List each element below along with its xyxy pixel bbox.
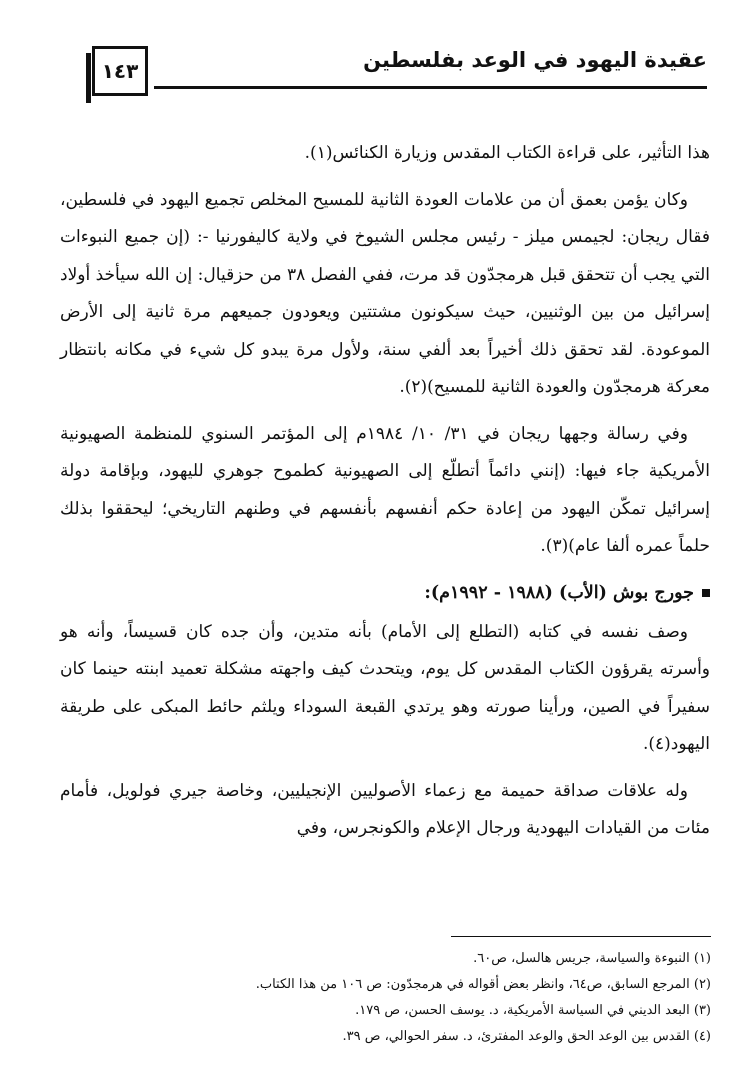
footnote-3: (٣) البعد الديني في السياسة الأمريكية، د. يوسف الحسن، ص ١٧٩. — [355, 1003, 711, 1018]
footnotes — [51, 946, 711, 1050]
paragraph-5: وله علاقات صداقة حميمة مع زعماء الأصوليين الإنجيليين، وخاصة جيري فولويل، فأمام مئات من القيادات اليهودية ورجال الإعلام والكونجرس، وفي — [60, 780, 710, 838]
main-text — [60, 135, 710, 848]
paragraph-4: وصف نفسه في كتابه (التطلع إلى الأمام) بأنه متدين، وأن جده كان قسيساً، وأنه هو وأسرته يقرؤون الكتاب المقدس كل يوم، ويتحدث كيف واجهته مشكلة تعميد ابنته حينما كان سفيراً في الصين، ورأينا صورته وهو يرتدي القبعة السوداء ويلثم حائط المبكى على طريقة اليهود(٤). — [60, 621, 710, 754]
square-bullet-icon — [702, 589, 710, 597]
paragraph-2: وكان يؤمن بعمق أن من علامات العودة الثانية للمسيح المخلص تجميع اليهود في فلسطين، فقال ريجان: لجيمس ميلز - رئيس مجلس الشيوخ في ولاية كاليفورنيا -: (إن جميع النبوءات التي يجب أن تتحقق قبل هرمجدّون قد مرت، ففي الفصل ٣٨ من حزقيال: إن الله سيأخذ أولاد إسرائيل من بين الوثنيين، حيث سيكونون مشتتين ويعودون جميعهم مرة ثانية إلى الأرض الموعودة. لقد تحقق ذلك أخيراً بعد ألفي سنة، ولأول مرة يبدو كل شيء في مكانه بانتظار معركة هرمجدّون والعودة الثانية للمسيح)(٢). — [60, 189, 710, 397]
paragraph-1: هذا التأثير، على قراءة الكتاب المقدس وزيارة الكنائس(١). — [304, 143, 710, 163]
paragraph-3: وفي رسالة وجهها ريجان في ٣١/ ١٠/ ١٩٨٤م إلى المؤتمر السنوي للمنظمة الصهيونية الأمريكية جاء فيها: (إنني دائماً أتطلّع إلى الصهيونية كطموح جوهري لليهود، وبإقامة دولة إسرائيل تمكّن اليهود من إعادة حكم أنفسهم بأنفسهم في وطنهم التاريخي؛ ليحققوا بذلك حلماً عمره ألفا عام)(٣). — [60, 423, 710, 556]
page-number: ١٤٣ — [92, 46, 148, 96]
footnote-1: (١) النبوءة والسياسة، جريس هالسل، ص٦٠. — [473, 951, 711, 966]
section-heading-text: جورج بوش (الأب) (١٩٨٨ - ١٩٩٢م): — [424, 582, 694, 603]
page-header — [92, 38, 707, 98]
footnote-2: (٢) المرجع السابق، ص٦٤، وانظر بعض أقواله في هرمجدّون: ص ١٠٦ من هذا الكتاب. — [255, 977, 711, 992]
section-heading — [60, 576, 710, 610]
footnote-rule — [451, 936, 711, 937]
footnote-4: (٤) القدس بين الوعد الحق والوعد المفترئ، د. سفر الحوالي، ص ٣٩. — [342, 1029, 711, 1044]
book-title: عقيدة اليهود في الوعد بفلسطين — [363, 48, 707, 72]
header-rule — [154, 86, 707, 89]
